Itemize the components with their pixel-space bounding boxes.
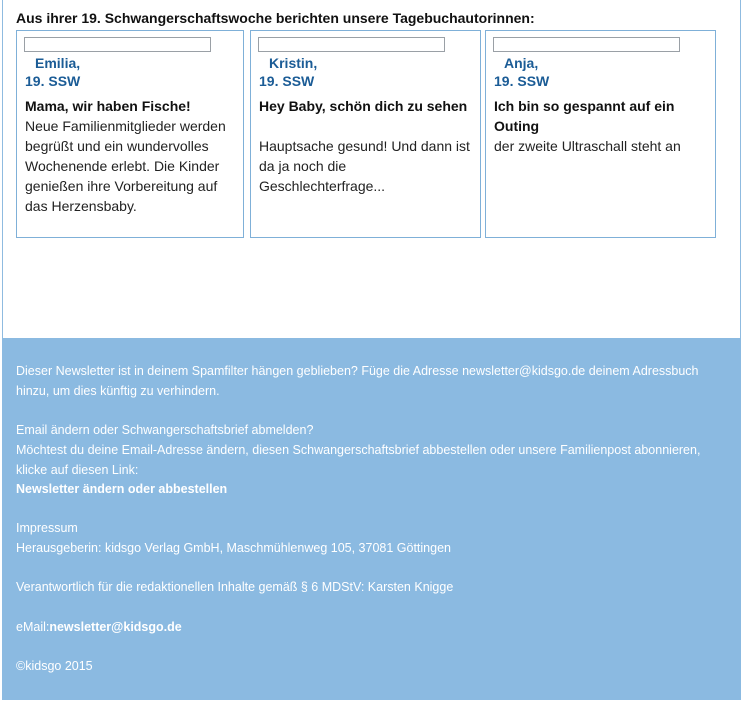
post-teaser: Hauptsache gesund! Und dann ist da ja noch die Geschlechterfrage... [259, 138, 470, 194]
diary-intro-heading: Aus ihrer 19. Schwangerschaftswoche berichten unsere Tagebuchautorinnen: [16, 10, 535, 26]
diary-card-anja[interactable] [485, 30, 716, 238]
author-week[interactable]: 19. SSW [259, 73, 315, 89]
post-teaser: Neue Familienmitglieder werden begrüßt und ein wundervolles Wochenende erlebt. Die Kinder genießen ihre Vorbereitung auf das Herzensbaby. [25, 118, 226, 214]
author-image-placeholder[interactable] [24, 37, 211, 52]
post-title[interactable]: Mama, wir haben Fische! [25, 98, 191, 114]
author-label[interactable] [25, 54, 80, 90]
spam-notice: Dieser Newsletter ist in deinem Spamfilter hängen geblieben? Füge die Adresse newsletter@kidsgo.de deinem Adressbuch hinzu, um dies künftig zu verhindern. [16, 364, 699, 398]
author-name[interactable]: Kristin, [269, 55, 318, 71]
copyright: ©kidsgo 2015 [16, 659, 93, 673]
email-link[interactable]: newsletter@kidsgo.de [49, 620, 182, 634]
change-text: Möchtest du deine Email-Adresse ändern, diesen Schwangerschaftsbrief abbestellen oder unsere Familienpost abonnieren, klicke auf diesen Link: [16, 443, 701, 477]
author-label[interactable] [259, 54, 317, 90]
author-image-placeholder[interactable] [493, 37, 680, 52]
post-title[interactable]: Hey Baby, schön dich zu sehen [259, 98, 468, 114]
newsletter-footer [2, 338, 741, 700]
email-label: eMail: [16, 620, 50, 634]
post-teaser: der zweite Ultraschall steht an [494, 138, 681, 154]
diary-card-kristin[interactable] [250, 30, 481, 238]
contact-email [16, 618, 716, 638]
author-name[interactable]: Anja, [504, 55, 539, 71]
author-label[interactable] [494, 54, 549, 90]
author-image-placeholder[interactable] [258, 37, 445, 52]
author-week[interactable]: 19. SSW [494, 73, 550, 89]
publisher-info: Herausgeberin: kidsgo Verlag GmbH, Maschmühlenweg 105, 37081 Göttingen [16, 541, 451, 555]
change-subscription-link[interactable]: Newsletter ändern oder abbestellen [16, 482, 228, 496]
author-name[interactable]: Emilia, [35, 55, 81, 71]
impressum-heading: Impressum [16, 521, 78, 535]
diary-card-emilia[interactable] [16, 30, 244, 238]
author-week[interactable]: 19. SSW [25, 73, 81, 89]
change-heading: Email ändern oder Schwangerschaftsbrief abmelden? [16, 423, 314, 437]
responsible-info: Verantwortlich für die redaktionellen Inhalte gemäß § 6 MDStV: Karsten Knigge [16, 580, 454, 594]
post-title[interactable]: Ich bin so gespannt auf ein Outing [494, 98, 675, 134]
